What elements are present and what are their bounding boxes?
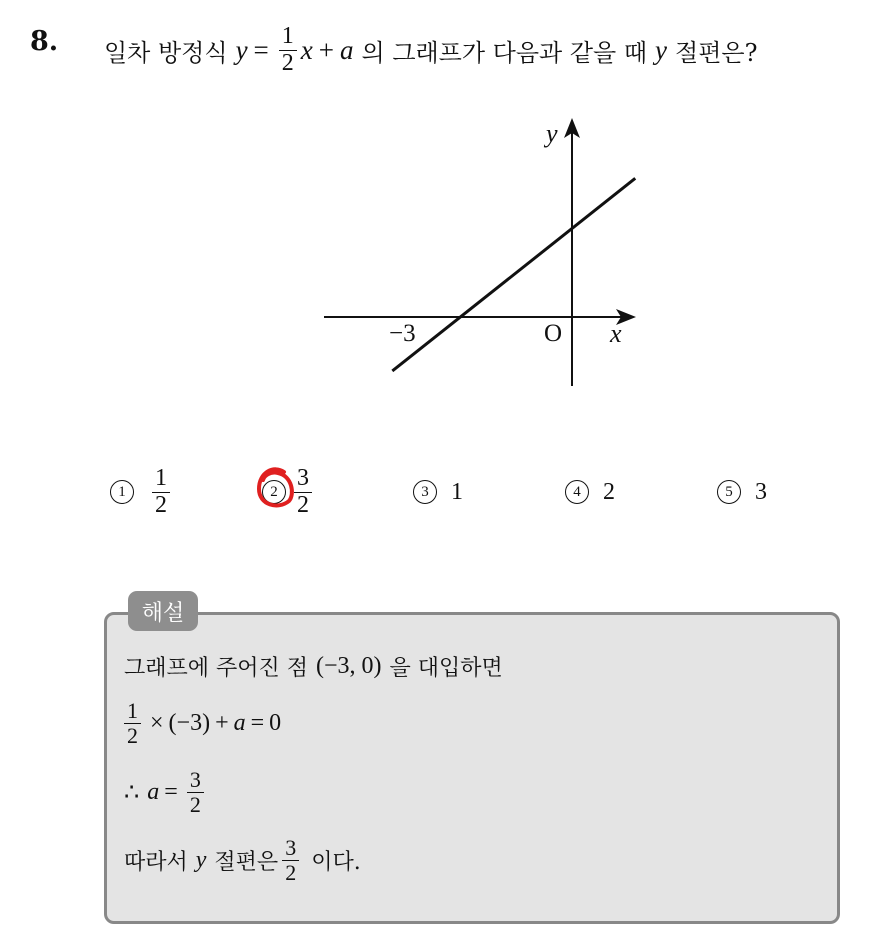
choice-2-denominator: 2 — [294, 492, 312, 518]
eq-coef-numerator: 1 — [281, 23, 294, 50]
solution-line3-fraction — [187, 768, 204, 815]
solution-line-4 — [124, 828, 361, 892]
line-graph — [318, 114, 648, 394]
solution-line2-fraction — [124, 699, 141, 746]
solution-line2-equals: = — [250, 709, 265, 736]
choice-1-denominator: 2 — [152, 492, 170, 518]
solution-line4-numerator: 3 — [285, 835, 297, 861]
solution-line3-denominator: 2 — [187, 792, 204, 816]
choice-5[interactable] — [717, 460, 767, 524]
question-suffix-y: y — [655, 34, 668, 65]
solution-line1-text2: 을 대입하면 — [389, 655, 503, 681]
answer-choices — [0, 460, 884, 524]
choice-2[interactable] — [262, 460, 316, 524]
solution-line2-numerator: 1 — [127, 698, 138, 724]
question-suffix-1: 의 그래프가 다음과 같을 때 — [361, 38, 648, 67]
solution-line4-text2: 절편은 — [214, 849, 279, 875]
solution-point: (−3, 0) — [316, 652, 382, 679]
solution-line-2 — [124, 692, 281, 754]
eq-x: x — [300, 34, 313, 65]
solution-line2-zero: 0 — [269, 709, 282, 736]
solution-paren: (−3) — [168, 709, 211, 736]
choice-5-value: 3 — [755, 478, 767, 505]
solution-line2-denominator: 2 — [124, 723, 141, 747]
question-prefix: 일차 방정식 — [104, 38, 228, 67]
question-text — [104, 20, 757, 80]
solution-line3-numerator: 3 — [189, 767, 201, 793]
solution-line-1 — [124, 646, 503, 686]
choice-3-marker: 3 — [413, 480, 437, 504]
solution-line4-fraction — [282, 836, 299, 883]
choice-5-marker: 5 — [717, 480, 741, 504]
x-intercept-label: −3 — [389, 320, 416, 347]
eq-coefficient-fraction — [279, 24, 297, 75]
eq-y: y — [235, 34, 248, 65]
eq-plus: + — [318, 34, 334, 65]
solution-line4-y: y — [195, 846, 207, 873]
eq-equals: = — [253, 34, 269, 65]
x-axis-label: x — [610, 319, 622, 348]
choice-1-numerator: 1 — [155, 465, 167, 492]
choice-2-numerator: 3 — [297, 465, 309, 492]
choice-1-marker: 1 — [110, 480, 134, 504]
eq-a: a — [340, 34, 354, 65]
solution-line4-text1: 따라서 — [124, 849, 188, 875]
choice-2-marker: 2 — [262, 480, 286, 504]
choice-1-fraction — [152, 466, 170, 517]
equation-line — [392, 178, 635, 371]
choice-1[interactable] — [110, 460, 174, 524]
origin-label: O — [544, 320, 563, 347]
choice-3[interactable] — [413, 460, 463, 524]
solution-plus: + — [215, 709, 229, 736]
solution-line-3 — [124, 760, 208, 824]
solution-line2-a: a — [233, 709, 246, 736]
solution-line3-equals: = — [164, 778, 178, 805]
choice-4[interactable] — [565, 460, 615, 524]
solution-line4-text3: 이다. — [311, 849, 361, 875]
question-suffix-2: 절편은? — [675, 38, 758, 67]
solution-times: × — [150, 709, 164, 736]
choice-4-value: 2 — [603, 478, 615, 505]
solution-line4-denominator: 2 — [282, 860, 299, 884]
solution-line3-a: a — [147, 778, 160, 805]
solution-line1-text: 그래프에 주어진 점 — [124, 655, 309, 681]
choice-3-value: 1 — [451, 478, 463, 505]
therefore-symbol: ∴ — [124, 779, 140, 806]
selected-answer-circle-icon — [254, 462, 298, 514]
eq-coef-denominator: 2 — [279, 50, 297, 76]
question-number: 8. — [30, 26, 59, 57]
y-axis-label: y — [546, 119, 558, 148]
choice-4-marker: 4 — [565, 480, 589, 504]
solution-tag: 해설 — [128, 591, 198, 631]
